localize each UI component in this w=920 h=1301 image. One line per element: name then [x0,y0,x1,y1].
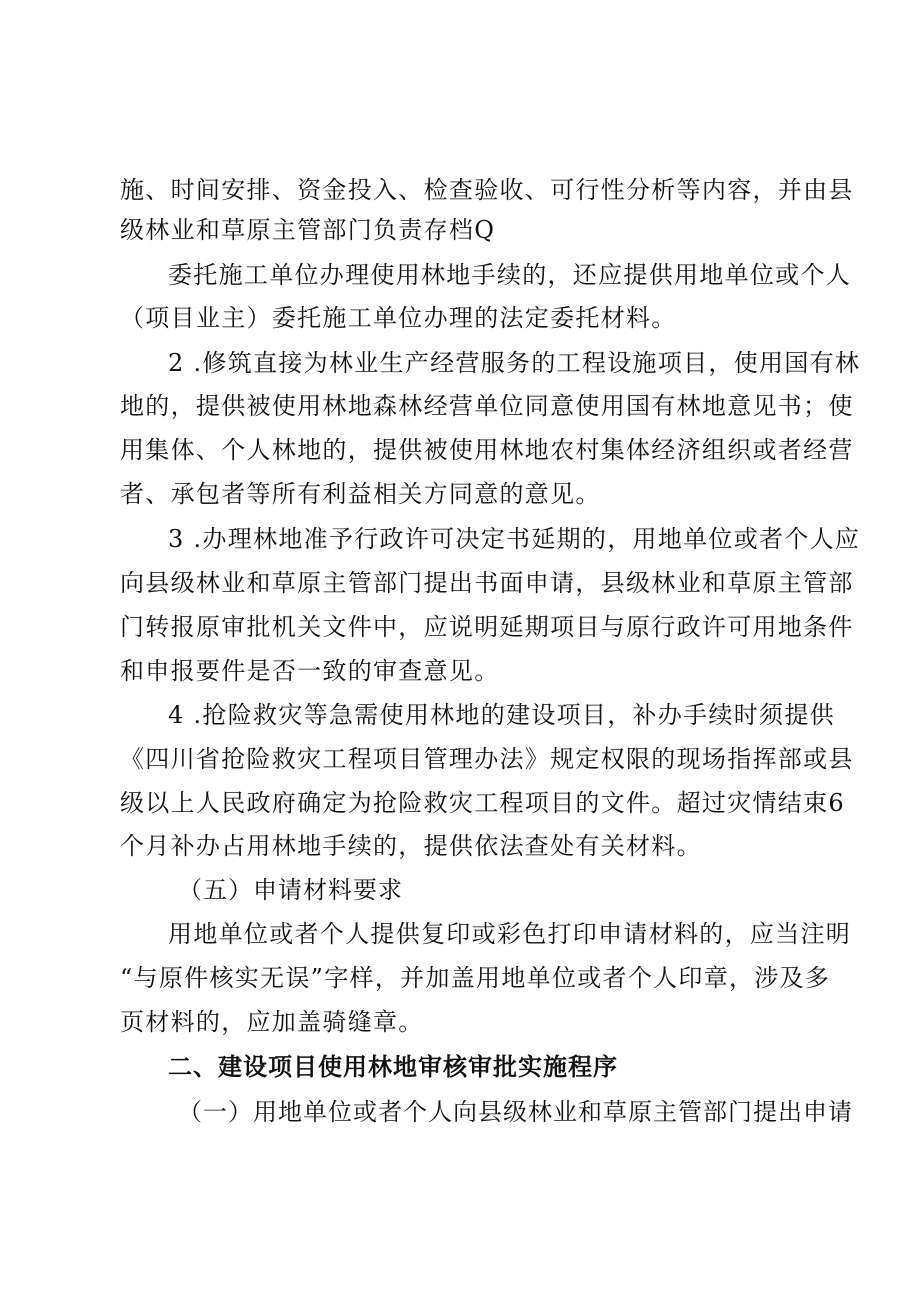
paragraph-line: 级以上人民政府确定为抢险救灾工程项目的文件。超过灾情结束6 [120,789,845,817]
paragraph-line: 4 .抢险救灾等急需使用林地的建设项目，补办手续时须提供 [168,701,835,729]
paragraph-line: 级林业和草原主管部门负责存档Q [120,216,496,244]
paragraph-line: 2 .修筑直接为林业生产经营服务的工程设施项目，使用国有林 [168,349,861,377]
paragraph-line: 3 .办理林地准予行政许可决定书延期的，用地单位或者个人应 [168,525,861,553]
paragraph-line: 门转报原审批机关文件中，应说明延期项目与原行政许可用地条件 [120,613,854,641]
paragraph-line: 施、时间安排、资金投入、检查验收、可行性分析等内容，并由县 [120,176,854,204]
paragraph-line: 用集体、个人林地的，提供被使用林地农村集体经济组织或者经营 [120,436,854,464]
paragraph-line: 页材料的，应加盖骑缝章。 [120,1008,424,1036]
paragraph-line: 向县级林业和草原主管部门提出书面申请，县级林业和草原主管部 [120,569,854,597]
paragraph-line: （项目业主）委托施工单位办理的法定委托材料。 [120,304,677,332]
paragraph-line: （一）用地单位或者个人向县级林业和草原主管部门提出申请 [178,1098,853,1126]
paragraph-line: 个月补办占用林地手续的，提供依法查处有关材料。 [120,832,702,860]
paragraph-line: 地的，提供被使用林地森林经营单位同意使用国有林地意见书；使 [120,392,854,420]
paragraph-line: 《四川省抢险救灾工程项目管理办法》规定权限的现场指挥部或县 [120,745,854,773]
section-heading: 二、建设项目使用林地审核审批实施程序 [168,1053,618,1081]
paragraph-line: 委托施工单位办理使用林地手续的，还应提供用地单位或个人 [168,261,852,289]
section-subheading: （五）申请材料要求 [178,876,403,904]
paragraph-line: 用地单位或者个人提供复印或彩色打印申请材料的，应当注明 [168,920,852,948]
paragraph-line: “与原件核实无误”字样，并加盖用地单位或者个人印章，涉及多 [120,964,831,992]
paragraph-line: 者、承包者等所有利益相关方同意的意见。 [120,480,601,508]
paragraph-line: 和申报要件是否一致的审查意见。 [120,657,500,685]
